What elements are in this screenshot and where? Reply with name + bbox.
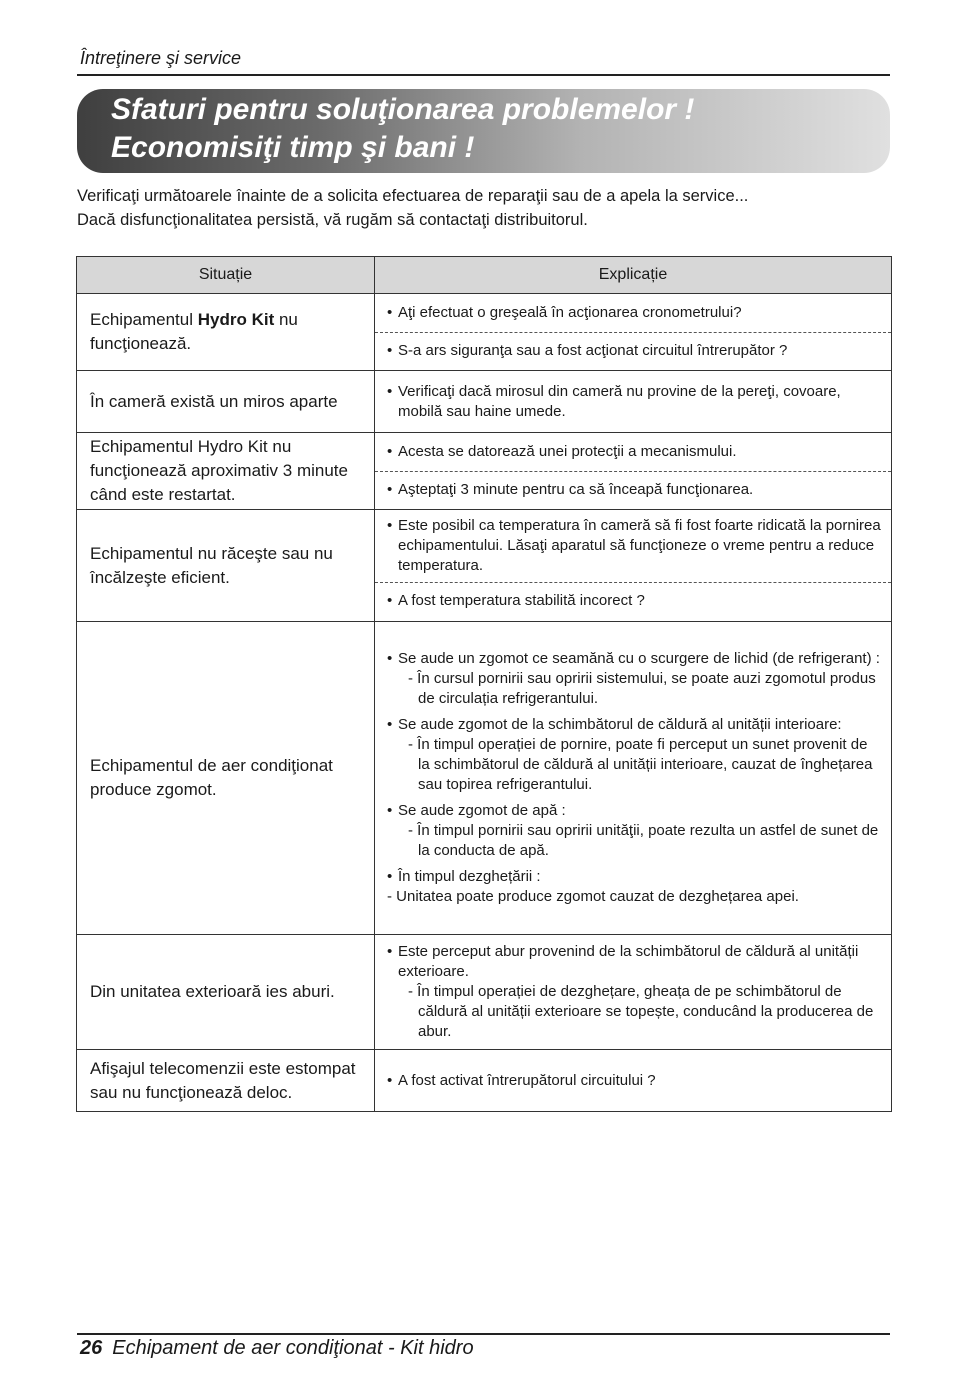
- explanation-text: Se aude un zgomot ce seamănă cu o scurgere de lichid (de refrigerant) :: [398, 650, 880, 667]
- explanation-item: • A fost temperatura stabilită incorect ?: [375, 582, 891, 619]
- intro-text: [77, 184, 897, 232]
- situation-cell: Echipamentul nu răceşte sau nu încălzeşte eficient.: [77, 510, 375, 622]
- intro-line-1: Verificaţi următoarele înainte de a solicita efectuarea de reparaţii sau de a apela la service...: [77, 187, 749, 205]
- explanation-text: S-a ars siguranţa sau a fost acţionat circuitul întrerupător ?: [398, 342, 788, 359]
- explanation-detail: - În timpul pornirii sau opririi unităţii, poate rezulta un astfel de sunet de la conducta de apă.: [408, 822, 879, 859]
- explanation-text: A fost temperatura stabilită incorect ?: [398, 592, 645, 609]
- explanation-item: • Acesta se datorează unei protecţii a mecanismului.: [375, 434, 891, 471]
- explanation-text: A fost activat întrerupătorul circuitului ?: [398, 1071, 656, 1089]
- explanation-detail: - În cursul pornirii sau opririi sistemului, se poate auzi zgomotul produs de circulația refrigerantului.: [408, 670, 876, 707]
- header-situation: Situație: [77, 257, 375, 294]
- table-row: [77, 294, 892, 371]
- table-row: [77, 935, 892, 1050]
- explanation-item: • Aţi efectuat o greşeală în acţionarea cronometrului?: [375, 295, 891, 332]
- title-banner: [77, 89, 890, 173]
- explanation-item: • Verificaţi dacă mirosul din cameră nu provine de la pereţi, covoare, mobilă sau haine umede.: [375, 374, 891, 430]
- explanation-text: În timpul dezghețării :: [398, 868, 541, 885]
- explanation-text: Aşteptaţi 3 minute pentru ca să înceapă funcţionarea.: [398, 481, 754, 498]
- explanation-item: • În timpul dezghețării :: [387, 867, 881, 887]
- explanation-detail: - Unitatea poate produce zgomot cauzat de dezghețarea apei.: [387, 888, 799, 905]
- explanation-text: Este posibil ca temperatura în cameră să fi fost foarte ridicată la pornirea echipamentului. Lăsaţi aparatul să funcţioneze o vreme pentru a reduce temperatura.: [398, 517, 881, 574]
- explanation-item: • A fost activat întrerupătorul circuitului ?: [375, 1063, 891, 1099]
- situation-text-bold: Hydro Kit: [197, 310, 275, 329]
- explanation-cell: [375, 371, 892, 433]
- page-title: [111, 91, 694, 167]
- situation-text: Echipamentul: [90, 310, 198, 329]
- situation-cell: În cameră există un miros aparte: [77, 371, 375, 433]
- situation-cell: Echipamentul Hydro Kit nu funcţionează aproximativ 3 minute când este restartat.: [77, 433, 375, 510]
- page-title-line-2: Economisiţi timp şi bani !: [111, 131, 475, 164]
- explanation-cell: [375, 510, 892, 622]
- header-explanation: Explicație: [375, 257, 892, 294]
- table-row: [77, 622, 892, 935]
- explanation-detail: - În timpul operației de pornire, poate fi perceput un sunet provenit de la schimbătorul de căldură al unității interioare, cauzat de înghețarea sau topirea refrigerantului.: [408, 736, 873, 793]
- explanation-cell: [375, 433, 892, 510]
- explanation-text: Se aude zgomot de la schimbătorul de căldură al unității interioare:: [398, 716, 842, 733]
- explanation-text: Acesta se datorează unei protecţii a mecanismului.: [398, 443, 737, 460]
- explanation-detail: - În timpul operației de dezghețare, gheața de pe schimbătorul de căldură al unității exterioare se topește, conducând la producerea de abur.: [408, 983, 874, 1040]
- section-header: Întreţinere şi service: [80, 48, 242, 68]
- situation-cell: Din unitatea exterioară ies aburi.: [77, 935, 375, 1050]
- explanation-item: • Se aude zgomot de apă :: [387, 801, 881, 821]
- situation-cell: Afişajul telecomenzii este estompat sau nu funcţionează deloc.: [77, 1050, 375, 1112]
- explanation-item: • Este perceput abur provenind de la schimbătorul de căldură al unității exterioare.: [387, 942, 881, 982]
- explanation-item: • Se aude zgomot de la schimbătorul de căldură al unității interioare:: [387, 715, 881, 735]
- situation-cell: Echipamentul de aer condiţionat produce zgomot.: [77, 622, 375, 935]
- explanation-text: Aţi efectuat o greşeală în acţionarea cronometrului?: [398, 304, 742, 321]
- explanation-cell: [375, 294, 892, 371]
- explanation-cell: [375, 1050, 892, 1112]
- table-row: [77, 371, 892, 433]
- table-row: [77, 1050, 892, 1112]
- situation-cell: [77, 294, 375, 371]
- explanation-item: • Se aude un zgomot ce seamănă cu o scurgere de lichid (de refrigerant) :: [387, 650, 880, 667]
- table-header-row: [77, 257, 892, 294]
- page-title-line-1: Sfaturi pentru soluţionarea problemelor !: [111, 93, 695, 126]
- page-footer: [80, 1337, 474, 1360]
- intro-line-2: Dacă disfuncţionalitatea persistă, vă rugăm să contactaţi distribuitorul.: [77, 211, 588, 229]
- table-row: [77, 510, 892, 622]
- footer-title: Echipament de aer condiţionat - Kit hidro: [112, 1337, 474, 1359]
- top-rule: [77, 74, 890, 76]
- explanation-cell: [375, 622, 892, 935]
- explanation-text: Este perceput abur provenind de la schimbătorul de căldură al unității exterioare.: [398, 943, 859, 980]
- table-row: [77, 433, 892, 510]
- explanation-item: • Este posibil ca temperatura în cameră să fi fost foarte ridicată la pornirea echipamentului. Lăsaţi aparatul să funcţioneze o vreme pentru a reduce temperatura.: [387, 517, 881, 574]
- bottom-rule: [77, 1333, 890, 1335]
- explanation-cell: [375, 935, 892, 1050]
- page-number: 26: [80, 1337, 103, 1359]
- troubleshooting-table: [76, 256, 892, 1112]
- explanation-text: Verificaţi dacă mirosul din cameră nu provine de la pereţi, covoare, mobilă sau haine umede.: [398, 382, 841, 420]
- explanation-item: • S-a ars siguranţa sau a fost acţionat circuitul întrerupător ?: [375, 332, 891, 370]
- explanation-text: Se aude zgomot de apă :: [398, 802, 566, 819]
- explanation-item: • Aşteptaţi 3 minute pentru ca să înceapă funcţionarea.: [375, 471, 891, 509]
- situation-text: nu funcţionează.: [90, 310, 298, 353]
